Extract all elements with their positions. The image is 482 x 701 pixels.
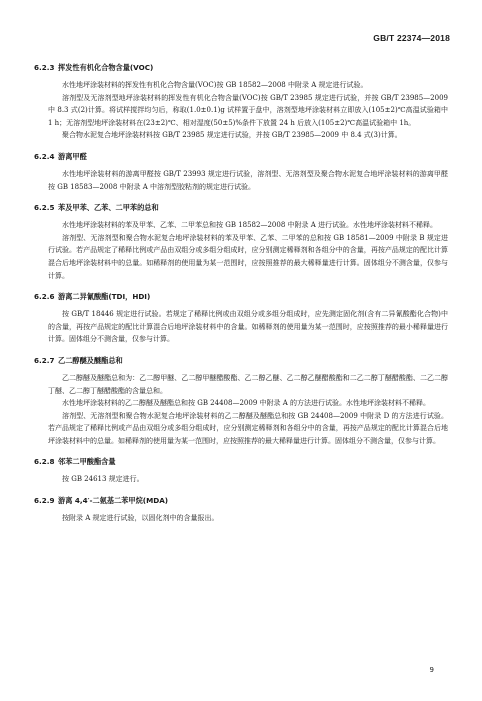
section-title: 游离甲醛 — [58, 151, 87, 161]
section-number: 6.2.8 — [34, 457, 55, 467]
section-6-2-9 — [34, 495, 448, 525]
section-title: 苯及甲苯、乙苯、二甲苯的总和 — [58, 203, 159, 213]
section-title: 挥发性有机化合物含量(VOC) — [58, 63, 154, 72]
paragraph: 水性地坪涂装材料的乙二醇醚及醚酯总和按 GB 24408—2009 中附录 A 的方法进行试验。水性地坪涂装材料不稀释。 — [62, 399, 430, 408]
section-title: 游离 4,4′-二氨基二苯甲烷(MDA) — [58, 496, 169, 506]
paragraph: 聚合物水泥复合地坪涂装材料按 GB/T 23985 规定进行试验，并按 GB/T 23985—2009 中 8.4 式(3)计算。 — [62, 131, 402, 140]
section-heading — [34, 355, 448, 366]
section-number: 6.2.7 — [34, 355, 55, 365]
document-body — [34, 62, 448, 525]
paragraph: 溶剂型及无溶剂型地坪涂装材料的挥发性有机化合物含量(VOC)按 GB/T 23985 规定进行试验，并按 GB/T 23985—2009 中 8.3 式(2)计算。将试样搅拌均匀后，称取(1.0±0.1)g 试样置于盘中，溶剂型地坪涂装材料立即放入(105±2)℃高温试验箱中 1 h；无溶剂型地坪涂装材料在(23±2)℃、相对湿度(50±5)%条件下放置 24 h 后放入(105±2)℃高温试验箱中 1h。 — [48, 93, 448, 127]
section-title: 游离二异氰酸酯(TDI，HDI) — [58, 292, 151, 302]
section-heading — [34, 151, 448, 162]
standard-code-header: GB/T 22374—2018 — [373, 33, 450, 43]
paragraph: 按 GB/T 18446 规定进行试验。若规定了稀释比例或由双组分或多组分组成时，应先测定固化剂(含有二异氰酸酯化合物)中的含量，再按产品规定的配比计算混合后地坪涂装材料中的含量。如稀释剂的使用量为某一范围时，应按照推荐的最小稀释量进行计算。固体组分不测含量，仅参与计算。 — [48, 310, 448, 344]
paragraph: 水性地坪涂装材料的挥发性有机化合物含量(VOC)按 GB 18582—2008 中附录 A 规定进行试验。 — [62, 81, 368, 89]
section-title: 邻苯二甲酸酯含量 — [58, 457, 116, 467]
section-number: 6.2.5 — [34, 203, 55, 213]
section-number: 6.2.4 — [34, 151, 55, 161]
section-6-2-6 — [34, 291, 448, 346]
section-heading — [34, 291, 448, 302]
paragraph: 溶剂型、无溶剂型和聚合物水泥复合地坪涂装材料的乙二醇醚及醚酯总和按 GB 24408—2009 中附录 D 的方法进行试验。若产品规定了稀释比例或产品由双组分或多组分组成时，应分别测定稀释剂和各组分中的含量，再按产品规定的配比计算混合后地坪涂装材料中的总量。如稀释剂的使用量为某一范围时，应按照推荐的最大稀释量进行计算。固体组分不测含量，仅参与计算。 — [48, 411, 448, 445]
section-6-2-4 — [34, 151, 448, 193]
paragraph: 按附录 A 规定进行试验，以固化剂中的含量报出。 — [62, 514, 219, 523]
section-number: 6.2.3 — [34, 63, 55, 72]
section-number: 6.2.6 — [34, 292, 55, 302]
section-6-2-7 — [34, 355, 448, 448]
section-6-2-8 — [34, 456, 448, 486]
paragraph: 水性地坪涂装材料的游离甲醛按 GB/T 23993 规定进行试验，溶剂型、无溶剂型及聚合物水泥复合地坪涂装材料的游离甲醛按 GB 18583—2008 中附录 A 中溶剂型胶粘剂的规定进行试验。 — [48, 169, 448, 191]
paragraph: 溶剂型、无溶剂型和聚合物水泥复合地坪涂装材料的苯及甲苯、乙苯、二甲苯的总和按 GB 18581—2009 中附录 B 规定进行试验。若产品规定了稀释比例或产品由双组分或多组分组成时，应分别测定稀释剂和各组分中的含量，再按产品规定的配比计算混合后地坪涂装材料中的总量。如稀释剂的使用量为某一范围时，应按照推荐的最大稀释量进行计算。固体组分不测含量，仅参与计算。 — [48, 233, 448, 280]
section-heading — [34, 495, 448, 506]
section-heading — [34, 202, 448, 213]
paragraph: 按 GB 24613 规定进行。 — [62, 475, 144, 484]
section-6-2-3 — [34, 62, 448, 142]
paragraph: 水性地坪涂装材料的苯及甲苯、乙苯、二甲苯总和按 GB 18582—2008 中附录 A 进行试验。水性地坪涂装材料不稀释。 — [62, 221, 437, 230]
section-6-2-5 — [34, 202, 448, 282]
paragraph: 乙二醇醚及醚酯总和为：乙二醇甲醚、乙二醇甲醚醋酸酯、乙二醇乙醚、乙二醇乙醚醋酸酯和二乙二醇丁醚醋酸酯、二乙二醇丁醚、乙二醇丁醚醋酸酯的含量总和。 — [48, 373, 448, 395]
section-heading — [34, 456, 448, 467]
page-number: 9 — [429, 666, 434, 674]
section-number: 6.2.9 — [34, 496, 55, 506]
section-title: 乙二醇醚及醚酯总和 — [58, 355, 123, 365]
section-heading — [34, 62, 448, 73]
